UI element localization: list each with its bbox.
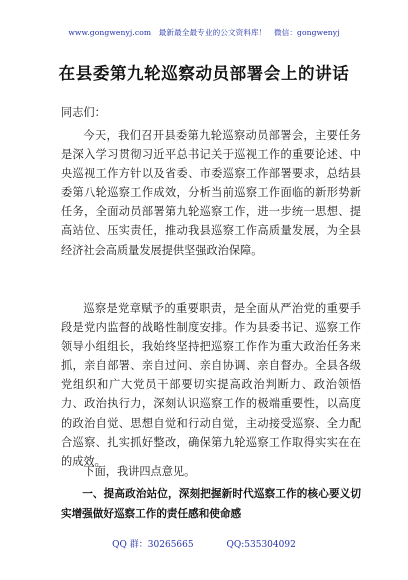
page-header — [0, 27, 408, 38]
header-slogan: 最新最全最专业的公文资料库！ — [158, 28, 267, 37]
footer-qq-group: QQ 群：30265665 — [112, 540, 194, 550]
page-footer — [0, 537, 408, 550]
document-title: 在县委第九轮巡察动员部署会上的讲话 — [58, 64, 350, 83]
salutation: 同志们： — [61, 106, 106, 119]
paragraph-text: 今天，我们召开县委第九轮巡察动员部署会，主要任务是深入学习贯彻习近平总书记关于巡视工作的重要论述、中央巡视工作方针以及省委、市委巡察工作部署要求，总结县委第八轮巡察工作成效，分析当前巡察工作面临的新形势新任务，全面动员部署第九轮巡察工作，进一步统一思想、提高站位、压实责任，推动我县巡察工作高质量发展，为全县经济社会高质量发展提供坚强政治保障。 — [61, 129, 361, 257]
body-paragraph — [61, 299, 361, 471]
header-wechat: 微信：gongwenyj — [273, 28, 340, 37]
header-site-link[interactable]: www.gongwenyj.com — [68, 28, 152, 37]
paragraph-text: 巡察是党章赋予的重要职责，是全面从严治党的重要手段是党内监督的战略性制度安排。作为县委书记、巡察工作领导小组组长，我始终坚持把巡察工作作为重大政治任务来抓，亲自部署、亲自过问、亲自协调、亲自督办。全县各级党组织和广大党员干部要切实提高政治判断力、政治领悟力、政治执行力，深刻认识巡察工作的极端重要性，以高度的政治自觉、思想自觉和行动自觉，主动接受巡察、全力配合巡察、扎实抓好整改，确保第九轮巡察工作取得实实在在的成效。 — [61, 302, 361, 468]
paragraph-text: 下面，我讲四点意见。 — [83, 465, 196, 478]
section-heading: 一、提高政治站位，深刻把握新时代巡察工作的核心要义切实增强做好巡察工作的责任感和使命感 — [61, 488, 361, 520]
body-paragraph — [61, 126, 361, 260]
footer-qq-number: QQ:535304092 — [226, 540, 296, 550]
body-paragraph — [61, 462, 361, 481]
